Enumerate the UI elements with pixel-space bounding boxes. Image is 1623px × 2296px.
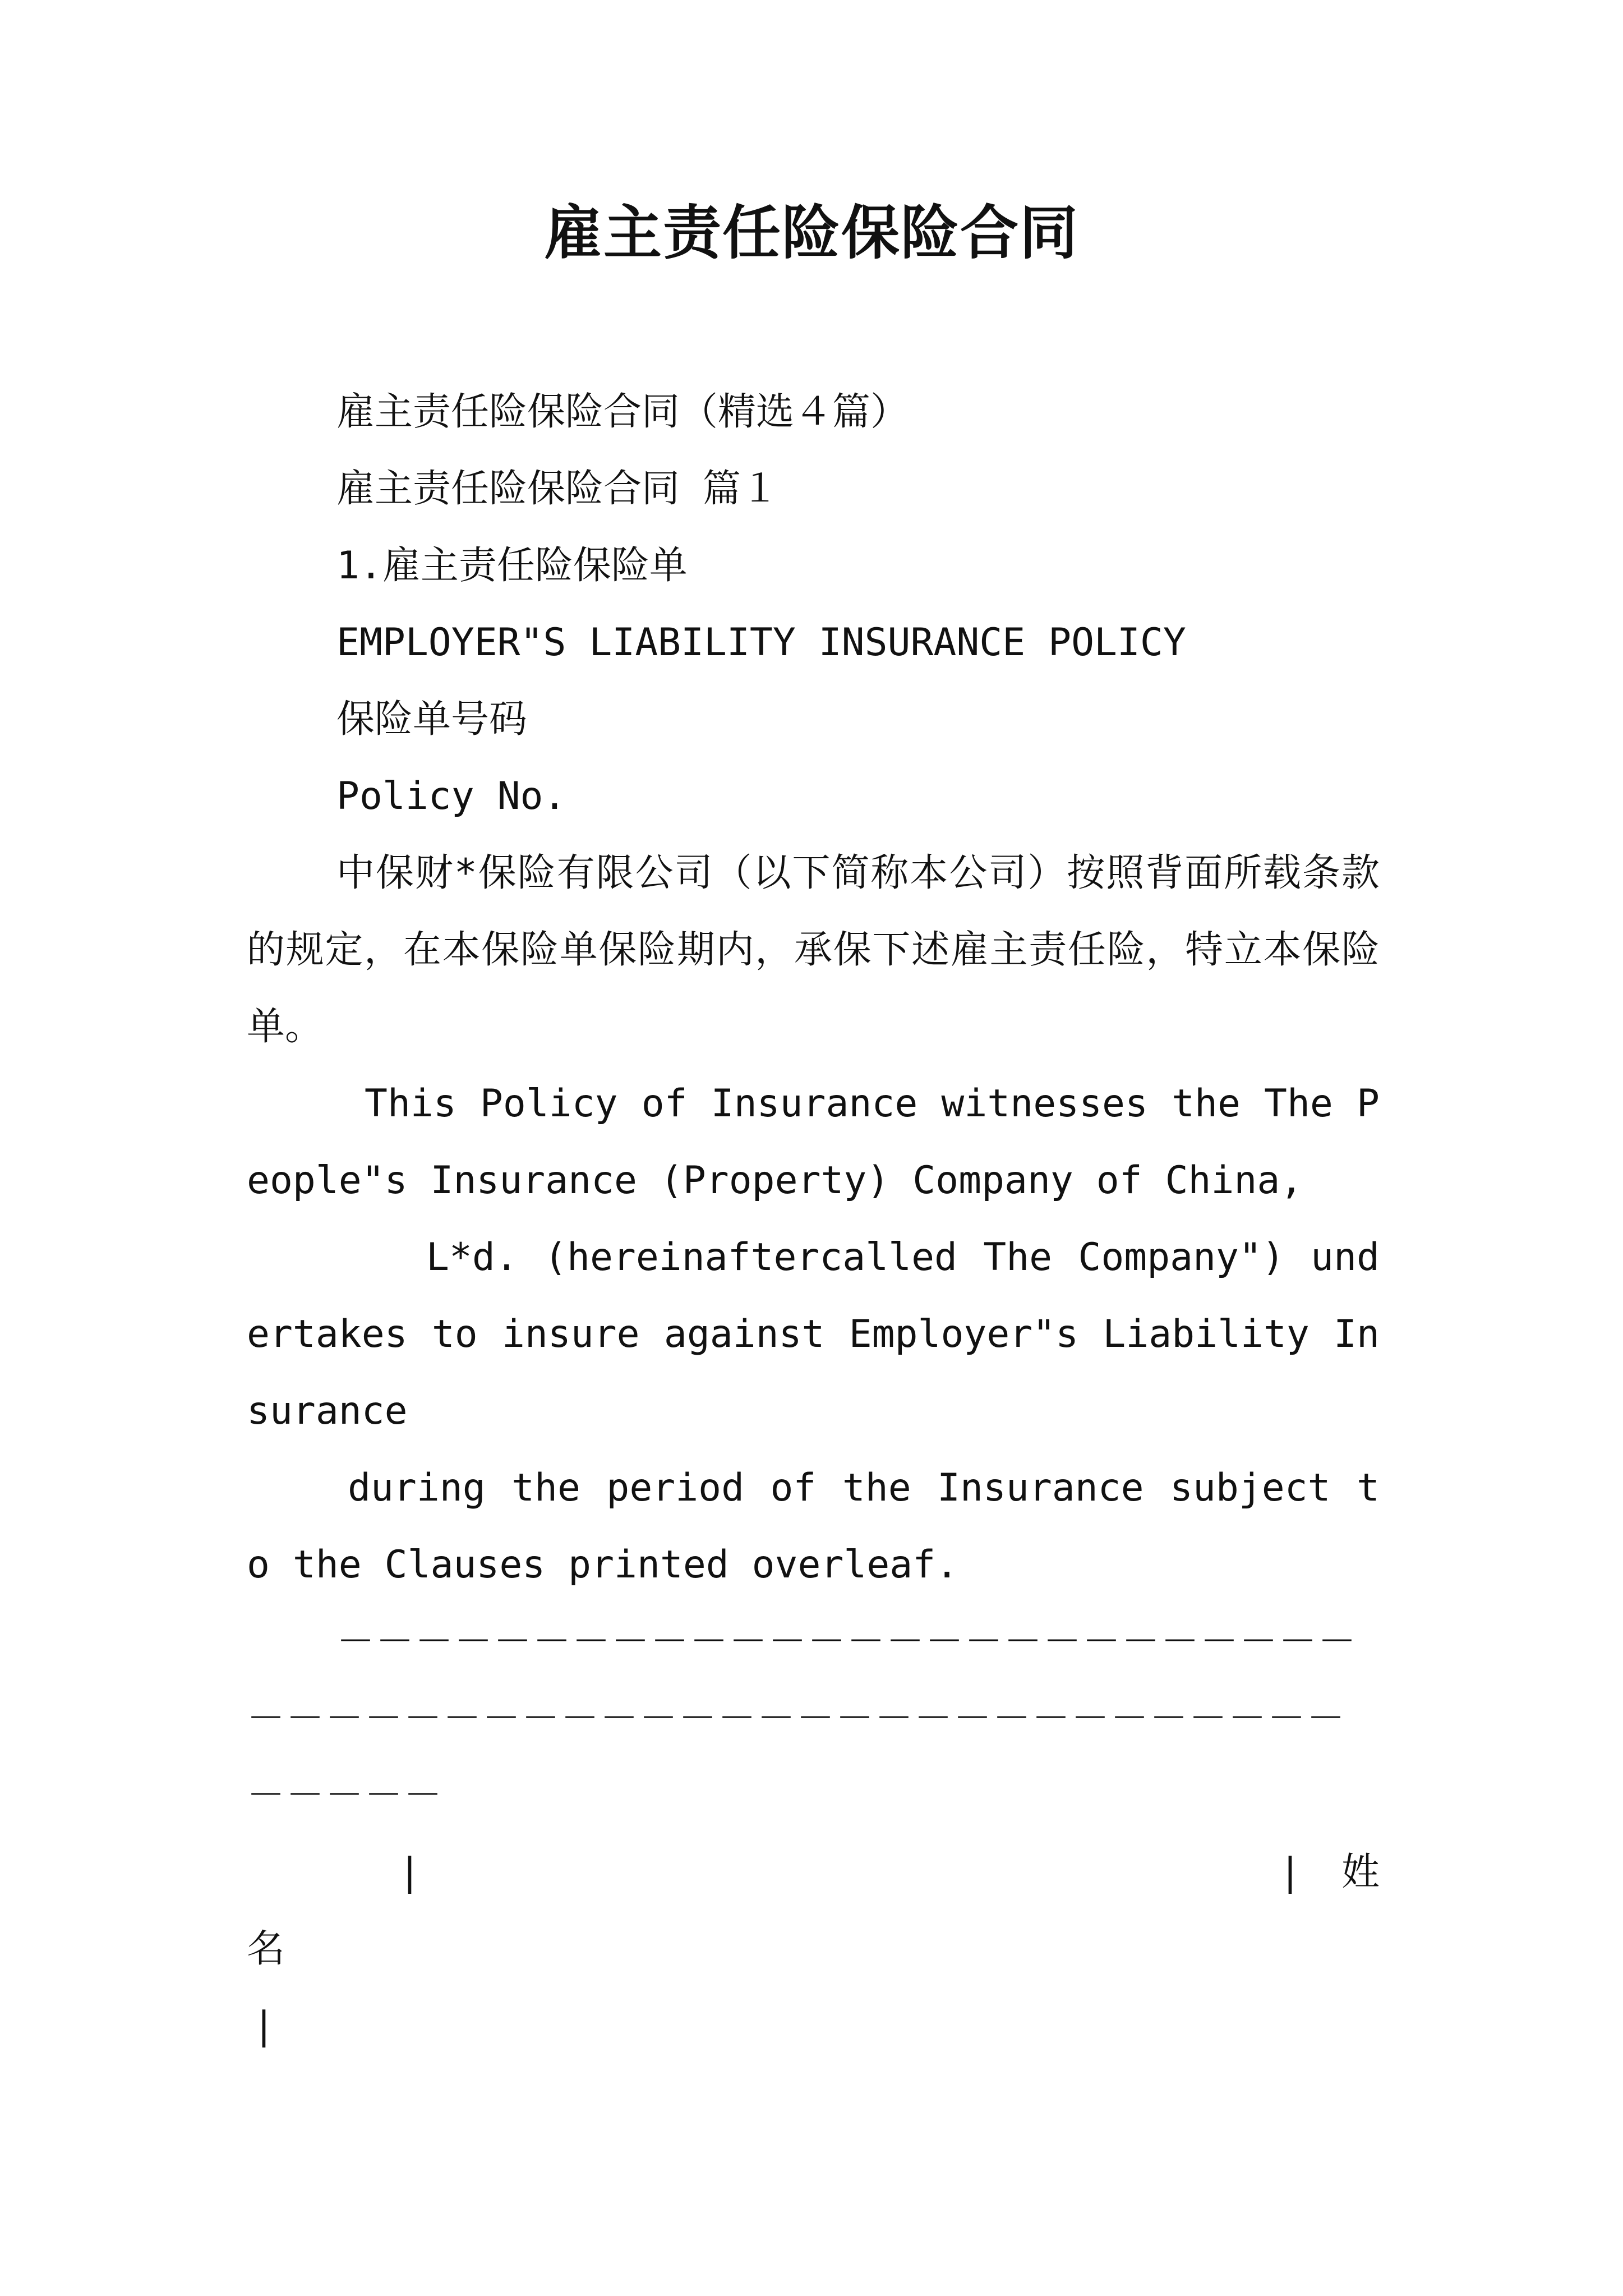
- table-bar-left: |: [398, 1850, 421, 1894]
- intro-paragraph-en-1: This Policy of Insurance witnesses the The People"s Insurance (Property) Company of China,: [247, 1082, 1380, 1203]
- intro-paragraph-en-2: L*d. (hereinaftercalled The Company") undertakes to insure against Employer"s Liability Insurance: [247, 1235, 1380, 1433]
- document-title: 雇主责任险保险合同: [543, 199, 1079, 267]
- table-bar-right: |: [1279, 1850, 1302, 1894]
- document-body: [247, 374, 1380, 2064]
- field-name-label-continued: 名: [247, 1927, 285, 1971]
- item-heading: 1.雇主责任险保险单: [336, 544, 688, 588]
- table-bar-bottom: |: [252, 2004, 275, 2048]
- policy-title-english: EMPLOYER"S LIABILITY INSURANCE POLICY: [336, 620, 1186, 665]
- intro-paragraph-cn: 中保财*保险有限公司（以下简称本公司）按照背面所载条款的规定，在本保险单保险期内，承保下述雇主责任险，特立本保险单。: [247, 851, 1380, 1049]
- field-name-label: 姓: [1341, 1850, 1380, 1894]
- intro-paragraph-en-3: during the period of the Insurance subject to the Clauses printed overleaf.: [247, 1466, 1380, 1587]
- policy-number-label-en: Policy No.: [336, 774, 566, 818]
- table-header-row: [247, 1834, 1380, 1911]
- policy-number-label-cn: 保险单号码: [336, 697, 528, 742]
- subtitle-line: 雇主责任险保险合同（精选４篇）: [336, 390, 909, 434]
- section-heading: 雇主责任险保险合同 篇１: [336, 467, 779, 511]
- separator-line: －－－－－－－－－－－－－－－－－－－－－－－－－－－－－－－－－－－－－－－－－－－－－－－－－－－－－－－－－－－: [247, 1619, 1358, 1818]
